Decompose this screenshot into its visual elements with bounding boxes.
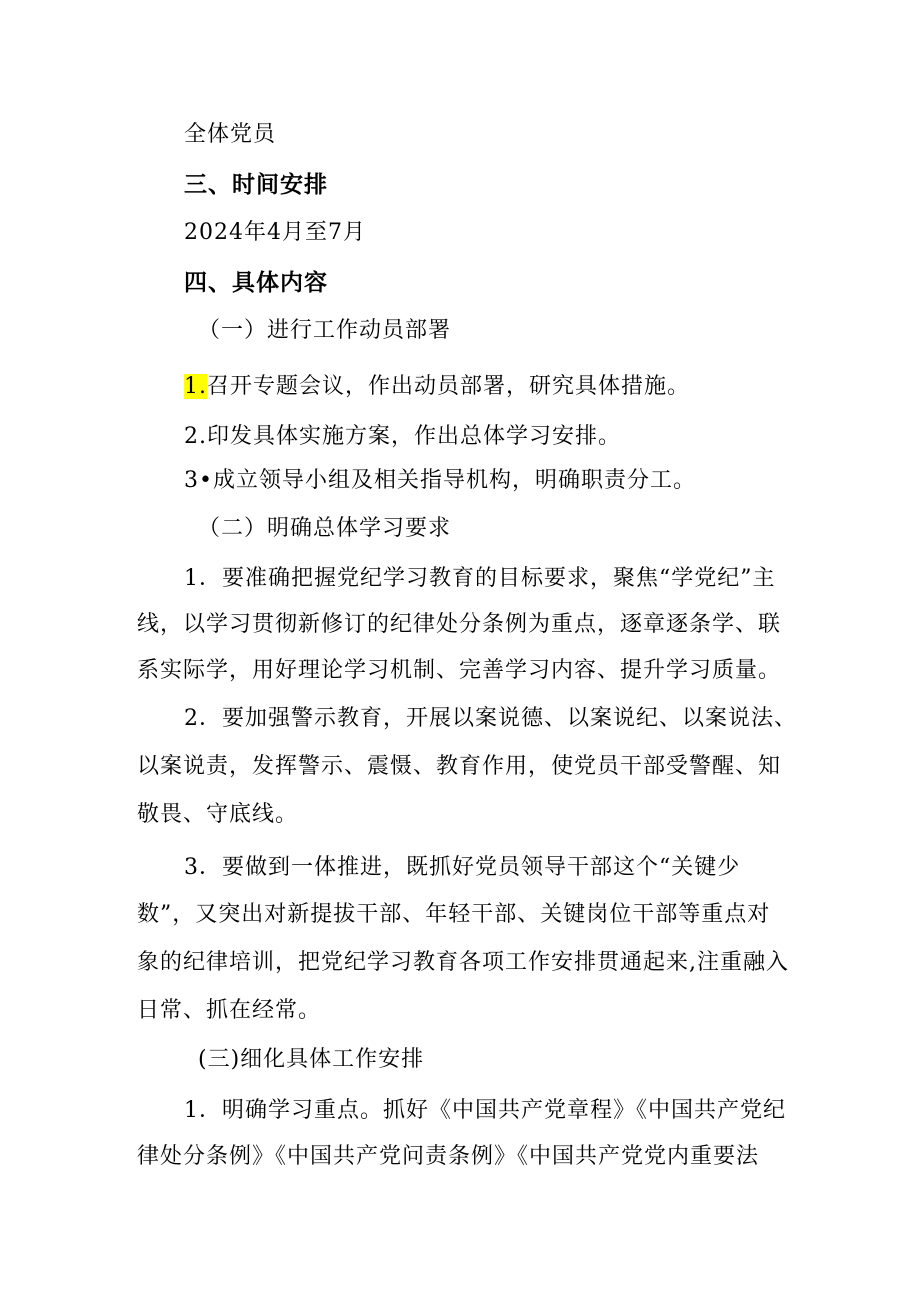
paragraph-line: 敬畏、守底线。 [137,802,299,827]
paragraph-line: 以案说责，发挥警示、震慑、教育作用，使党员干部受警醒、知 [137,754,782,779]
paragraph-line: 数”，又突出对新提拔干部、年轻干部、关键岗位干部等重点对 [137,902,771,927]
item-1-3: 3•成立领导小组及相关指导机构，明确职责分工。 [184,468,696,493]
participants-text: 全体党员 [184,122,277,147]
paragraph-line: 3．要做到一体推进，既抓好党员领导干部这个“关键少 [184,855,741,880]
timeframe-text: 2024年4月至7月 [184,220,366,245]
paragraph-line: 日常、抓在经常。 [137,998,322,1023]
subsection-2-heading: （二）明确总体学习要求 [198,516,452,541]
item-1-2: 2.印发具体实施方案，作出总体学习安排。 [184,424,621,449]
paragraph-line: 线，以学习贯彻新修订的纪律处分条例为重点，逐章逐条学、联 [137,612,782,637]
paragraph-line: 1．明确学习重点。抓好《中国共产党章程》《中国共产党纪 [184,1098,786,1123]
paragraph-line: 象的纪律培训，把党纪学习教育各项工作安排贯通起来,注重融入 [137,950,789,975]
section-3-heading: 三、时间安排 [184,172,328,198]
item-1-1 [184,372,690,402]
subsection-3-heading: (三)细化具体工作安排 [198,1047,425,1072]
subsection-1-heading: （一）进行工作动员部署 [198,318,452,343]
paragraph-line: 1．要准确把握党纪学习教育的目标要求，聚焦“学党纪”主 [184,566,776,591]
highlighted-number: 1. [184,374,207,399]
item-1-1-text: 召开专题会议，作出动员部署，研究具体措施。 [207,374,691,399]
paragraph-line: 系实际学，用好理论学习机制、完善学习内容、提升学习质量。 [137,658,782,683]
paragraph-line: 2．要加强警示教育，开展以案说德、以案说纪、以案说法、 [184,706,797,731]
paragraph-line: 律处分条例》《中国共产党问责条例》《中国共产党党内重要法 [137,1144,760,1169]
section-4-heading: 四、具体内容 [184,270,328,296]
